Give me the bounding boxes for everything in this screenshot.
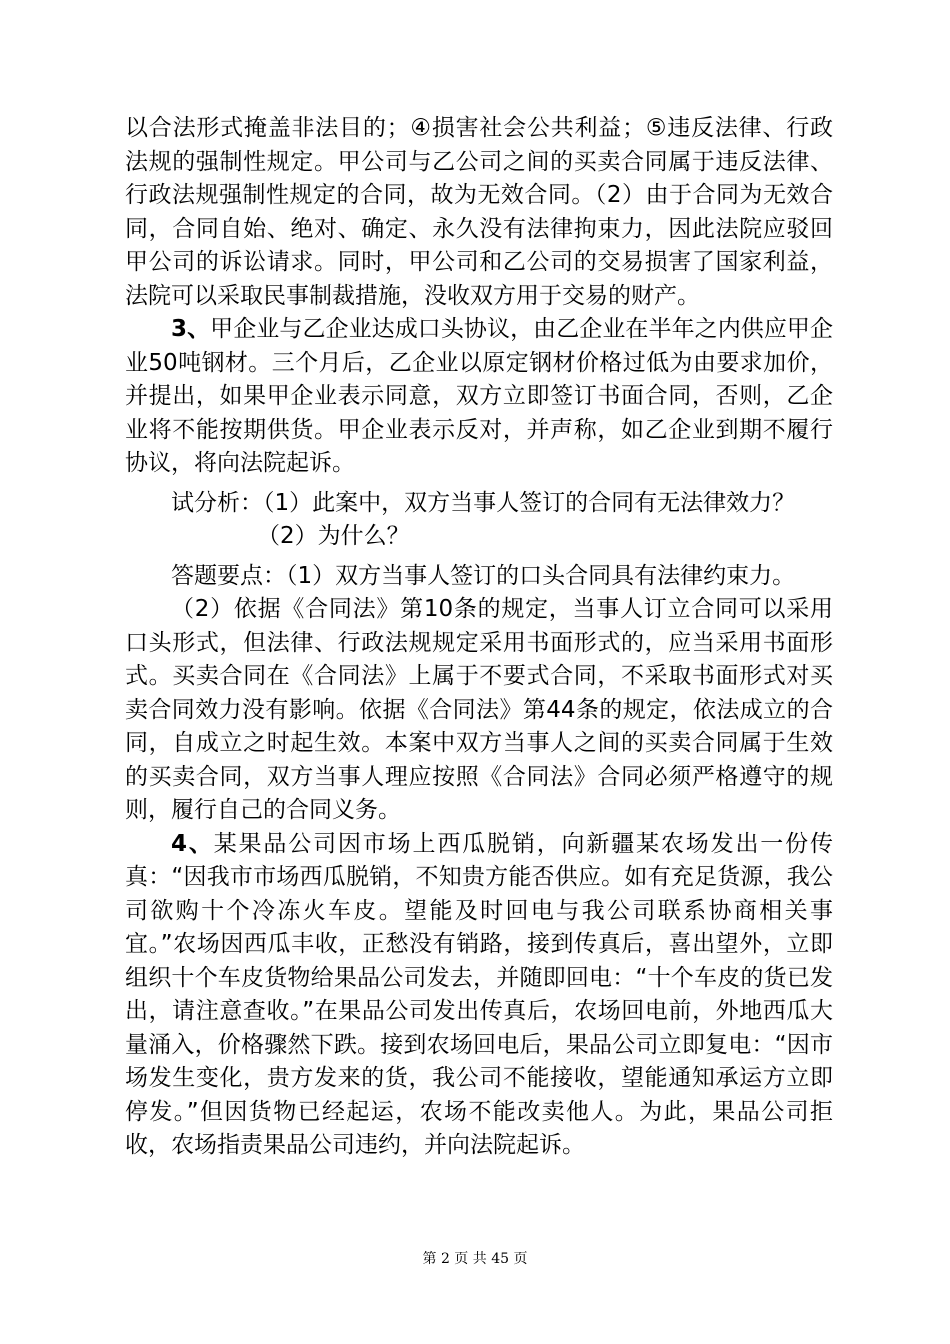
case-4-paragraph [125,828,833,1163]
page-footer: 第 2 页 共 45 页 [422,1251,528,1267]
document-body [125,112,833,1163]
case-4-text: 某果品公司因市场上西瓜脱销，向新疆某农场发出一份传真：“因我市市场西瓜脱销，不知贵方能否供应。如有充足货源，我公司欲购十个冷冻火车皮。望能及时回电与我公司联系协商相关事宜。”农场因西瓜丰收，正愁没有销路，接到传真后，喜出望外，立即组织十个车皮货物给果品公司发去，并随即回电：“十个车皮的货已发出，请注意查收。”在果品公司发出传真后，农场回电前，外地西瓜大量涌入，价格骤然下跌。接到农场回电后，果品公司立即复电：“因市场发生变化，贵方发来的货，我公司不能接收，望能通知承运方立即停发。”但因货物已经起运，农场不能改卖他人。为此，果品公司拒收，农场指责果品公司违约，并向法院起诉。 [125,830,833,1158]
paragraph-continued: 以合法形式掩盖非法目的；④损害社会公共利益；⑤违反法律、行政法规的强制性规定。甲公司与乙公司之间的买卖合同属于违反法律、行政法规强制性规定的合同，故为无效合同。（2）由于合同为无效合同，合同自始、绝对、确定、永久没有法律拘束力，因此法院应驳回甲公司的诉讼请求。同时，甲公司和乙公司的交易损害了国家利益，法院可以采取民事制裁措施，没收双方用于交易的财产。 [125,115,833,309]
case-3-number: 3、 [171,316,211,342]
case-3-text: 甲企业与乙企业达成口头协议，由乙企业在半年之内供应甲企业50吨钢材。三个月后，乙企业以原定钢材价格过低为由要求加价，并提出，如果甲企业表示同意，双方立即签订书面合同，否则，乙企业将不能按期供货。甲企业表示反对，并声称，如乙企业到期不履行协议，将向法院起诉。 [125,316,833,476]
analysis-question-1: 试分析：（1）此案中，双方当事人签订的合同有无法律效力？ [171,489,796,516]
case-4-number: 4、 [171,830,214,857]
answer-point-2: （2）依据《合同法》第10条的规定，当事人订立合同可以采用口头形式，但法律、行政法规规定采用书面形式的，应当采用书面形式。买卖合同在《合同法》上属于不要式合同，不采取书面形式对买卖合同效力没有影响。依据《合同法》第44条的规定，依法成立的合同，自成立之时起生效。本案中双方当事人之间的买卖合同属于生效的买卖合同，双方当事人理应按照《合同法》合同必须严格遵守的规则，履行自己的合同义务。 [125,596,833,823]
analysis-question-2: （2）为什么？ [257,523,410,549]
case-3-paragraph [125,313,833,481]
answer-point-1: 答题要点：（1）双方当事人签订的口头合同具有法律约束力。 [171,562,796,589]
